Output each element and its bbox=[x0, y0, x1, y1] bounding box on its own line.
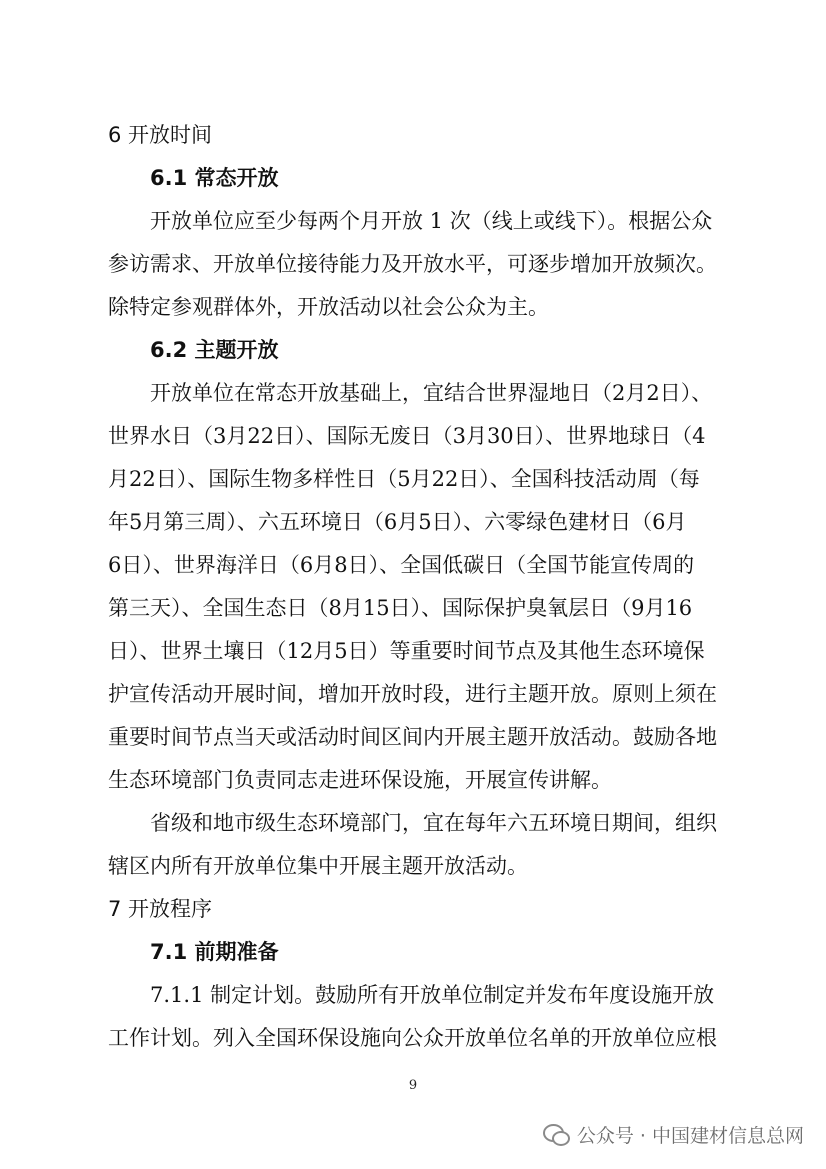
paragraph-line: 6日）、世界海洋日（6月8日）、全国低碳日（全国节能宣传周的 bbox=[108, 553, 695, 577]
wechat-icon bbox=[543, 1124, 569, 1146]
section-7-1-heading: 7.1 前期准备 bbox=[150, 940, 279, 964]
document-body bbox=[108, 114, 722, 1060]
section-6-2-heading: 6.2 主题开放 bbox=[150, 338, 279, 362]
paragraph-line: 省级和地市级生态环境部门，宜在每年六五环境日期间，组织 bbox=[150, 811, 717, 835]
section-6-1-heading: 6.1 常态开放 bbox=[150, 166, 279, 190]
paragraph-line: 辖区内所有开放单位集中开展主题开放活动。 bbox=[108, 854, 528, 878]
paragraph-line: 年5月第三周）、六五环境日（6月5日）、六零绿色建材日（6月 bbox=[108, 510, 687, 534]
paragraph-line: 世界水日（3月22日）、国际无废日（3月30日）、世界地球日（4 bbox=[108, 424, 706, 448]
paragraph-line: 参访需求、开放单位接待能力及开放水平，可逐步增加开放频次。 bbox=[108, 252, 717, 276]
paragraph-line: 护宣传活动开展时间，增加开放时段，进行主题开放。原则上须在 bbox=[108, 682, 717, 706]
paragraph-line: 月22日）、国际生物多样性日（5月22日）、全国科技活动周（每 bbox=[108, 467, 700, 491]
section-6-heading: 6 开放时间 bbox=[108, 123, 213, 147]
paragraph-line: 生态环境部门负责同志走进环保设施，开展宣传讲解。 bbox=[108, 768, 612, 792]
watermark bbox=[543, 1121, 804, 1148]
section-7-heading: 7 开放程序 bbox=[108, 897, 213, 921]
paragraph-line: 7.1.1 制定计划。鼓励所有开放单位制定并发布年度设施开放 bbox=[150, 983, 715, 1007]
paragraph-line: 开放单位在常态开放基础上，宜结合世界湿地日（2月2日）、 bbox=[150, 381, 713, 405]
paragraph-line: 工作计划。列入全国环保设施向公众开放单位名单的开放单位应根 bbox=[108, 1026, 717, 1050]
paragraph-line: 开放单位应至少每两个月开放 1 次（线上或线下）。根据公众 bbox=[150, 209, 713, 233]
watermark-text: 公众号 · 中国建材信息总网 bbox=[576, 1125, 804, 1147]
paragraph-line: 日）、世界土壤日（12月5日）等重要时间节点及其他生态环境保 bbox=[108, 639, 705, 663]
paragraph-line: 重要时间节点当天或活动时间区间内开展主题开放活动。鼓励各地 bbox=[108, 725, 717, 749]
paragraph-line: 除特定参观群体外，开放活动以社会公众为主。 bbox=[108, 295, 549, 319]
paragraph-line: 第三天）、全国生态日（8月15日）、国际保护臭氧层日（9月16 bbox=[108, 596, 693, 620]
page-number: 9 bbox=[408, 1078, 418, 1093]
